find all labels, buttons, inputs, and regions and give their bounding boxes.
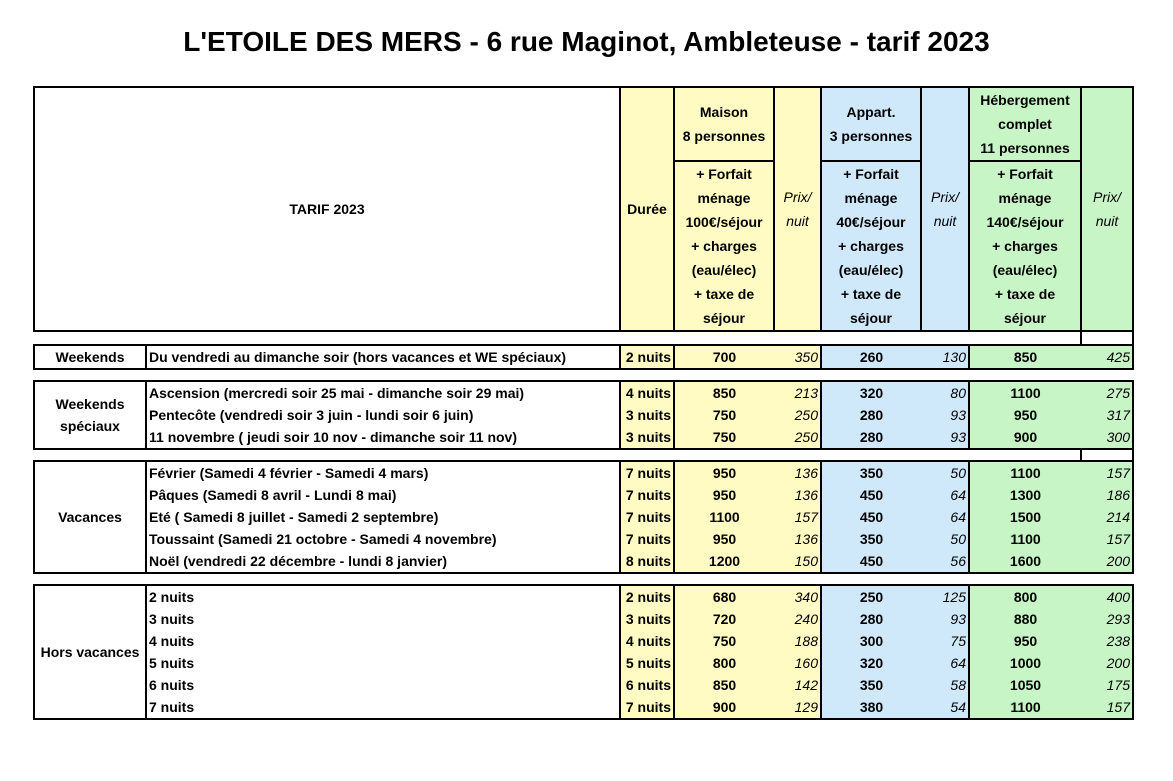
row-description: Février (Samedi 4 février - Samedi 4 mars)	[146, 461, 620, 484]
header-duree-label: Durée	[627, 201, 667, 217]
prix-nuit-label: Prix/	[1093, 189, 1121, 205]
header-extra-line: + taxe de	[994, 286, 1056, 302]
appart-price: 320	[821, 652, 921, 674]
spacer	[969, 449, 1081, 461]
header-extra-line: 140€/séjour	[986, 214, 1064, 230]
row-description: 11 novembre ( jeudi soir 10 nov - dimanche soir 11 nov)	[146, 426, 620, 449]
complet-price-per-night: 400	[1081, 585, 1133, 608]
complet-price: 950	[969, 630, 1081, 652]
header-extra-line: 100€/séjour	[685, 214, 763, 230]
complet-price: 1100	[969, 461, 1081, 484]
complet-price-per-night: 275	[1081, 381, 1133, 404]
complet-price-per-night: 200	[1081, 652, 1133, 674]
table-row	[34, 652, 1133, 674]
appart-price-per-night: 54	[921, 696, 969, 719]
spacer	[969, 331, 1081, 345]
maison-price-per-night: 250	[774, 426, 821, 449]
row-description: 4 nuits	[146, 630, 620, 652]
header-extra-line: + Forfait	[997, 166, 1053, 182]
complet-price: 1600	[969, 550, 1081, 573]
maison-price: 950	[674, 528, 774, 550]
group-label-line: Weekends	[55, 396, 125, 412]
complet-price: 950	[969, 404, 1081, 426]
appart-price-per-night: 75	[921, 630, 969, 652]
row-duree: 7 nuits	[620, 484, 674, 506]
appart-price: 320	[821, 381, 921, 404]
complet-price: 1300	[969, 484, 1081, 506]
table-row	[34, 585, 1133, 608]
header-complet-line: complet	[998, 116, 1052, 132]
header-maison	[674, 87, 774, 161]
maison-price-per-night: 142	[774, 674, 821, 696]
appart-price: 280	[821, 404, 921, 426]
complet-price-per-night: 214	[1081, 506, 1133, 528]
header-extra-line: (eau/élec)	[992, 262, 1058, 278]
complet-price-per-night: 317	[1081, 404, 1133, 426]
header-extra-line: + Forfait	[843, 166, 899, 182]
appart-price-per-night: 50	[921, 461, 969, 484]
maison-price-per-night: 157	[774, 506, 821, 528]
maison-price: 900	[674, 696, 774, 719]
table-row	[34, 426, 1133, 449]
maison-price: 950	[674, 484, 774, 506]
appart-price-per-night: 93	[921, 426, 969, 449]
group-label	[34, 381, 146, 449]
complet-price: 880	[969, 608, 1081, 630]
maison-price-per-night: 188	[774, 630, 821, 652]
header-prix-nuit-maison	[774, 87, 821, 331]
group-label	[34, 585, 146, 719]
row-description: Du vendredi au dimanche soir (hors vacances et WE spéciaux)	[146, 345, 620, 369]
table-row	[34, 506, 1133, 528]
spacer-row	[34, 449, 1133, 461]
table-row	[34, 630, 1133, 652]
complet-price-per-night: 200	[1081, 550, 1133, 573]
row-description: 6 nuits	[146, 674, 620, 696]
maison-price: 800	[674, 652, 774, 674]
row-duree: 3 nuits	[620, 608, 674, 630]
maison-price-per-night: 250	[774, 404, 821, 426]
row-description: Noël (vendredi 22 décembre - lundi 8 janvier)	[146, 550, 620, 573]
group-label	[34, 461, 146, 573]
appart-price: 280	[821, 426, 921, 449]
maison-price-per-night: 350	[774, 345, 821, 369]
header-extra-line: + taxe de	[840, 286, 902, 302]
header-appart	[821, 87, 921, 161]
header-extra-line: ménage	[998, 190, 1052, 206]
appart-price: 260	[821, 345, 921, 369]
maison-price: 850	[674, 381, 774, 404]
header-appart-line: 3 personnes	[829, 128, 913, 144]
complet-price-per-night: 293	[1081, 608, 1133, 630]
row-duree: 3 nuits	[620, 404, 674, 426]
maison-price-per-night: 136	[774, 461, 821, 484]
prix-nuit-label: nuit	[786, 213, 809, 229]
row-duree: 8 nuits	[620, 550, 674, 573]
complet-price-per-night: 238	[1081, 630, 1133, 652]
complet-price-per-night: 157	[1081, 528, 1133, 550]
row-description: Pâques (Samedi 8 avril - Lundi 8 mai)	[146, 484, 620, 506]
group-label	[34, 345, 146, 369]
complet-price-per-night: 300	[1081, 426, 1133, 449]
appart-price-per-night: 64	[921, 506, 969, 528]
appart-price: 450	[821, 506, 921, 528]
table-row	[34, 696, 1133, 719]
spacer	[1081, 369, 1133, 381]
maison-price: 750	[674, 404, 774, 426]
header-prix-nuit-appart	[921, 87, 969, 331]
row-description: Ascension (mercredi soir 25 mai - dimanche soir 29 mai)	[146, 381, 620, 404]
row-duree: 5 nuits	[620, 652, 674, 674]
prix-nuit-label: Prix/	[931, 189, 959, 205]
appart-price: 350	[821, 461, 921, 484]
header-complet-extra	[969, 161, 1081, 331]
row-duree: 3 nuits	[620, 426, 674, 449]
spacer	[34, 369, 969, 381]
row-description: Toussaint (Samedi 21 octobre - Samedi 4 novembre)	[146, 528, 620, 550]
appart-price-per-night: 56	[921, 550, 969, 573]
header-prix-nuit-complet	[1081, 87, 1133, 331]
header-complet	[969, 87, 1081, 161]
complet-price: 1050	[969, 674, 1081, 696]
maison-price-per-night: 150	[774, 550, 821, 573]
maison-price: 750	[674, 426, 774, 449]
spacer	[34, 573, 969, 585]
maison-price: 850	[674, 674, 774, 696]
header-tarif	[34, 87, 620, 331]
table-row	[34, 608, 1133, 630]
appart-price: 450	[821, 484, 921, 506]
spacer-row	[34, 331, 1133, 345]
table-row	[34, 381, 1133, 404]
maison-price-per-night: 160	[774, 652, 821, 674]
tariff-table	[33, 86, 1134, 720]
appart-price: 250	[821, 585, 921, 608]
complet-price-per-night: 425	[1081, 345, 1133, 369]
header-extra-line: séjour	[702, 310, 745, 326]
table-row	[34, 528, 1133, 550]
complet-price: 850	[969, 345, 1081, 369]
appart-price: 450	[821, 550, 921, 573]
row-duree: 4 nuits	[620, 381, 674, 404]
maison-price-per-night: 129	[774, 696, 821, 719]
prix-nuit-label: Prix/	[783, 189, 812, 205]
appart-price: 280	[821, 608, 921, 630]
appart-price-per-night: 80	[921, 381, 969, 404]
complet-price-per-night: 175	[1081, 674, 1133, 696]
header-extra-line: + charges	[992, 238, 1058, 254]
prix-nuit-label: nuit	[1095, 213, 1119, 229]
maison-price: 1100	[674, 506, 774, 528]
row-duree: 7 nuits	[620, 506, 674, 528]
spacer	[969, 573, 1081, 585]
table-row	[34, 404, 1133, 426]
maison-price: 680	[674, 585, 774, 608]
header-maison-line: Maison	[699, 104, 749, 120]
complet-price: 1500	[969, 506, 1081, 528]
row-duree: 7 nuits	[620, 461, 674, 484]
row-duree: 6 nuits	[620, 674, 674, 696]
spacer	[34, 331, 969, 345]
row-description: 7 nuits	[146, 696, 620, 719]
header-extra-line: + Forfait	[696, 166, 752, 182]
spacer	[1081, 449, 1133, 461]
header-extra-line: + charges	[838, 238, 904, 254]
row-duree: 4 nuits	[620, 630, 674, 652]
complet-price: 1000	[969, 652, 1081, 674]
complet-price-per-night: 186	[1081, 484, 1133, 506]
header-extra-line: + taxe de	[693, 286, 755, 302]
appart-price-per-night: 93	[921, 404, 969, 426]
header-appart-extra	[821, 161, 921, 331]
table-row	[34, 345, 1133, 369]
complet-price: 900	[969, 426, 1081, 449]
group-label-text: Hors vacances	[40, 644, 140, 660]
maison-price-per-night: 136	[774, 484, 821, 506]
header-extra-line: ménage	[844, 190, 898, 206]
header-complet-line: Hébergement	[980, 92, 1070, 108]
header-tarif-label: TARIF 2023	[289, 201, 365, 217]
prix-nuit-label: nuit	[933, 213, 957, 229]
appart-price-per-night: 58	[921, 674, 969, 696]
header-maison-line: 8 personnes	[682, 128, 766, 144]
header-complet-line: 11 personnes	[980, 140, 1070, 156]
complet-price: 1100	[969, 381, 1081, 404]
header-maison-extra	[674, 161, 774, 331]
appart-price-per-night: 50	[921, 528, 969, 550]
maison-price: 720	[674, 608, 774, 630]
spacer	[1081, 573, 1133, 585]
header-extra-line: séjour	[849, 310, 892, 326]
page-title: L'ETOILE DES MERS - 6 rue Maginot, Ambleteuse - tarif 2023	[183, 26, 990, 57]
group-label-text: Weekends	[55, 349, 125, 365]
group-label-line: spéciaux	[60, 418, 120, 434]
row-description: Pentecôte (vendredi soir 3 juin - lundi soir 6 juin)	[146, 404, 620, 426]
group-label-text: Vacances	[58, 509, 122, 525]
row-duree: 7 nuits	[620, 528, 674, 550]
maison-price-per-night: 340	[774, 585, 821, 608]
header-appart-line: Appart.	[846, 104, 896, 120]
appart-price-per-night: 64	[921, 652, 969, 674]
complet-price: 800	[969, 585, 1081, 608]
appart-price-per-night: 64	[921, 484, 969, 506]
row-duree: 7 nuits	[620, 696, 674, 719]
maison-price: 700	[674, 345, 774, 369]
complet-price: 1100	[969, 528, 1081, 550]
table-row	[34, 484, 1133, 506]
appart-price-per-night: 125	[921, 585, 969, 608]
header-extra-line: ménage	[697, 190, 751, 206]
header-extra-line: 40€/séjour	[836, 214, 906, 230]
row-description: Eté ( Samedi 8 juillet - Samedi 2 septembre)	[146, 506, 620, 528]
table-row	[34, 550, 1133, 573]
maison-price-per-night: 136	[774, 528, 821, 550]
header-extra-line: + charges	[691, 238, 757, 254]
row-description: 5 nuits	[146, 652, 620, 674]
header-extra-line: séjour	[1003, 310, 1046, 326]
header-extra-line: (eau/élec)	[691, 262, 757, 278]
header-row-top	[34, 87, 1133, 161]
complet-price-per-night: 157	[1081, 461, 1133, 484]
appart-price-per-night: 130	[921, 345, 969, 369]
maison-price: 950	[674, 461, 774, 484]
header-extra-line: (eau/élec)	[838, 262, 904, 278]
appart-price: 350	[821, 674, 921, 696]
spacer-row	[34, 369, 1133, 381]
table-row	[34, 674, 1133, 696]
spacer	[34, 449, 969, 461]
header-duree	[620, 87, 674, 331]
appart-price: 350	[821, 528, 921, 550]
maison-price: 1200	[674, 550, 774, 573]
appart-price: 380	[821, 696, 921, 719]
table-row	[34, 461, 1133, 484]
maison-price-per-night: 213	[774, 381, 821, 404]
spacer	[969, 369, 1081, 381]
complet-price-per-night: 157	[1081, 696, 1133, 719]
maison-price-per-night: 240	[774, 608, 821, 630]
row-description: 3 nuits	[146, 608, 620, 630]
complet-price: 1100	[969, 696, 1081, 719]
row-description: 2 nuits	[146, 585, 620, 608]
row-duree: 2 nuits	[620, 585, 674, 608]
row-duree: 2 nuits	[620, 345, 674, 369]
appart-price: 300	[821, 630, 921, 652]
maison-price: 750	[674, 630, 774, 652]
appart-price-per-night: 93	[921, 608, 969, 630]
spacer-row	[34, 573, 1133, 585]
spacer	[1081, 331, 1133, 345]
